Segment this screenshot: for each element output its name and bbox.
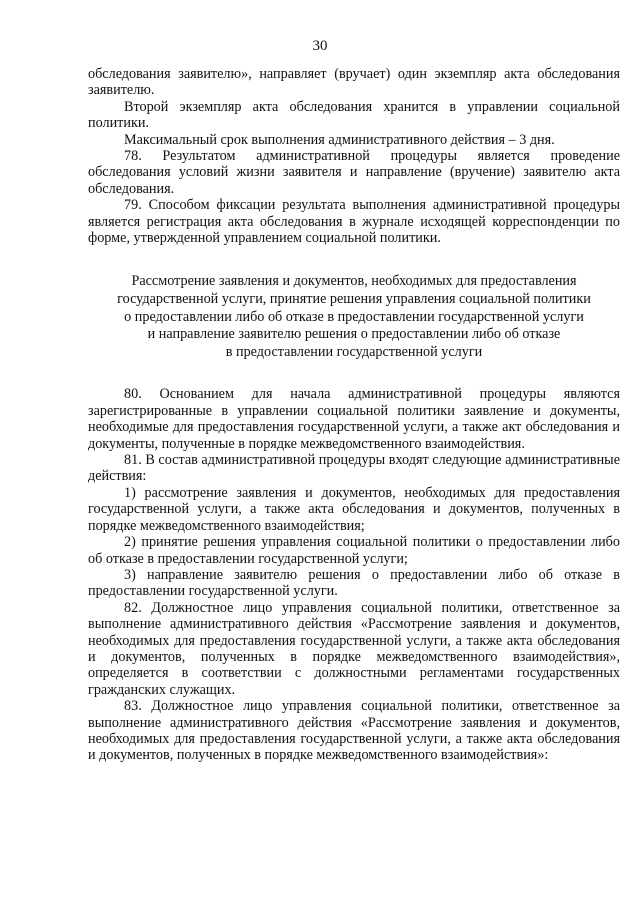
paragraph: 82. Должностное лицо управления социальной политики, ответственное за выполнение административного действия «Рассмотрение заявления и документов, необходимых для предоставления государственной услуги, а также акта обследования и документов, полученных в порядке межведомственного взаимодействия», определяется в соответствии с должностными регламентами государственных гражданских служащих. <box>88 599 620 698</box>
section-heading-line: в предоставлении государственной услуги <box>225 343 483 360</box>
paragraph: Максимальный срок выполнения административного действия – 3 дня. <box>124 131 555 148</box>
list-item: 3) направление заявителю решения о предоставлении либо об отказе в предоставлении государственной услуги. <box>88 566 620 600</box>
paragraph: 79. Способом фиксации результата выполнения административной процедуры является регистрация акта обследования в журнале исходящей корреспонденции по форме, утвержденной управлением социальной политики. <box>88 197 620 247</box>
section-heading-line: и направление заявителю решения о предоставлении либо об отказе <box>147 326 561 343</box>
list-item: 1) рассмотрение заявления и документов, необходимых для предоставления государственной услуги, а также акта обследования и документов, полученных в порядке межведомственного взаимодействия; <box>88 484 620 534</box>
section-heading-line: государственной услуги, принятие решения управления социальной политики <box>117 291 591 308</box>
section-heading <box>88 273 620 361</box>
document-body <box>88 66 620 764</box>
paragraph: 80. Основанием для начала административной процедуры являются зарегистрированные в управлении социальной политики заявление и документы, необходимые для предоставления государственной услуги, а также акт обследования и документы, полученные в порядке межведомственного взаимодействия. <box>88 386 620 452</box>
section-heading-line: о предоставлении либо об отказе в предоставлении государственной услуги <box>124 308 584 325</box>
paragraph: 81. В состав административной процедуры входят следующие административные действия: <box>88 452 620 485</box>
paragraph: обследования заявителю», направляет (вручает) один экземпляр акта обследования заявителю. <box>88 66 620 99</box>
paragraph: Второй экземпляр акта обследования хранится в управлении социальной политики. <box>88 98 620 132</box>
page-number: 30 <box>312 38 328 54</box>
list-item: 2) принятие решения управления социальной политики о предоставлении либо об отказе в предоставлении государственной услуги; <box>88 534 620 567</box>
paragraph: 78. Результатом административной процедуры является проведение обследования условий жизни заявителя и направление (вручение) заявителю акта обследования. <box>88 148 620 197</box>
paragraph: 83. Должностное лицо управления социальной политики, ответственное за выполнение административного действия «Рассмотрение заявления и документов, необходимых для предоставления государственной услуги, а также акта обследования и документов, полученных в порядке межведомственного взаимодействия»: <box>88 698 620 764</box>
section-heading-line: Рассмотрение заявления и документов, необходимых для предоставления <box>131 273 577 290</box>
